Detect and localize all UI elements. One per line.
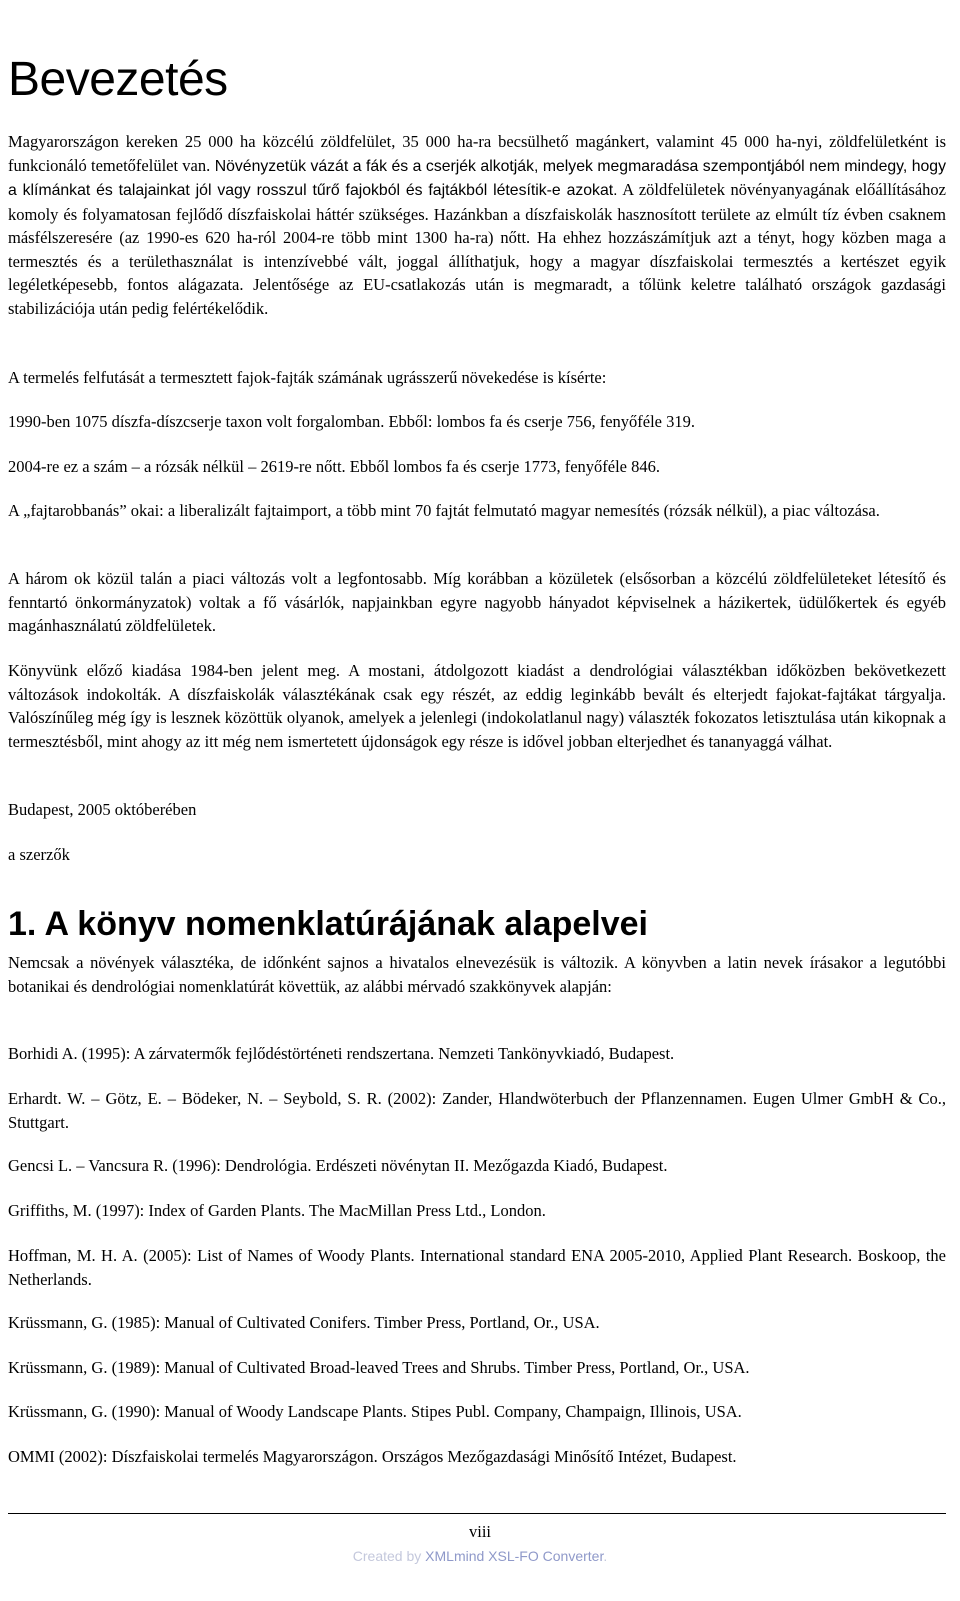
reference-item: Krüssmann, G. (1990): Manual of Woody Landscape Plants. Stipes Publ. Company, Champaign, Illinois, USA. <box>8 1402 742 1421</box>
intro-paragraph-4: 2004-re ez a szám – a rózsák nélkül – 2619-re nőtt. Ebből lombos fa és cserje 1773, fenyőféle 846. <box>8 457 660 476</box>
credit-suffix: . <box>603 1548 608 1564</box>
intro-paragraph-1-part-1: Magyarországon kereken 25 000 ha közcélú zöldfelület, 35 000 ha-ra becsülhető magánkert, valamint 45 000 ha-nyi, zöldfelületként is funkcionáló temetőfelület van. <box>8 132 946 175</box>
intro-paragraph-3: 1990-ben 1075 díszfa-díszcserje taxon volt forgalomban. Ebből: lombos fa és cserje 756, fenyőféle 319. <box>8 412 696 431</box>
intro-paragraph-1-part-2: Növényzetük vázát a fák és a cserjék alkotják, melyek megmaradása szempontjából nem mindegy, hogy a klímánkat és talajainkat jól vagy rosszul tűrő fajokból és fajtákból létesítik-e azokat. <box>8 157 946 199</box>
reference-item: Krüssmann, G. (1989): Manual of Cultivated Broad-leaved Trees and Shrubs. Timber Press, Portland, Or., USA. <box>8 1358 750 1377</box>
place-date: Budapest, 2005 októberében <box>8 800 197 819</box>
intro-paragraph-6: A három ok közül talán a piaci változás volt a legfontosabb. Míg korábban a közületek (elsősorban a közcélú zöldfelületeket létesítő és fenntartó önkormányzatok) voltak a fő vásárlók, napjainkban egyre nagyobb hányadot képviselnek a házikertek, üdülőkertek és egyéb magánhasználatú zöldfelületek. <box>8 569 946 635</box>
intro-paragraph-7: Könyvünk előző kiadása 1984-ben jelent meg. A mostani, átdolgozott kiadást a dendrológiai választékban időközben bekövetkezett változások indokolták. A díszfaiskolák választékának csak egy részét, az eddig leginkább bevált és elterjedt fajokat-fajtákat tárgyalja. Valószínűleg még így is lesznek közöttük olyanok, amelyek a jelenlegi (indokolatlanul nagy) választék fokozatos letisztulása után kikopnak a termesztésből, mint ahogy az itt még nem ismertetett újdonságok egy része is idővel jobban elterjedhet és tananyaggá válhat. <box>8 661 946 751</box>
reference-item: OMMI (2002): Díszfaiskolai termelés Magyarországon. Országos Mezőgazdasági Minősítő Intézet, Budapest. <box>8 1447 737 1466</box>
chapter-title: 1. A könyv nomenklatúrájának alapelvei <box>8 905 648 943</box>
reference-item: Erhardt. W. – Götz, E. – Bödeker, N. – Seybold, S. R. (2002): Zander, Hlandwöterbuch der Pflanzennamen. Eugen Ulmer GmbH & Co., Stuttgart. <box>8 1089 946 1132</box>
page-number: viii <box>468 1522 491 1541</box>
intro-paragraph-5: A „fajtarobbanás” okai: a liberalizált fajtaimport, a több mint 70 fajtát felmutató magyar nemesítés (rózsák nélkül), a piac változása. <box>8 501 880 520</box>
intro-paragraph-2: A termelés felfutását a termesztett fajok-fajták számának ugrásszerű növekedése is kísérte: <box>8 368 607 387</box>
reference-item: Griffiths, M. (1997): Index of Garden Plants. The MacMillan Press Ltd., London. <box>8 1201 546 1220</box>
reference-item: Borhidi A. (1995): A zárvatermők fejlődéstörténeti rendszertana. Nemzeti Tankönyvkiadó, Budapest. <box>8 1044 675 1063</box>
intro-paragraph-1-part-3: A zöldfelületek növényanyagának előállításához komoly és folyamatosan fejlődő díszfaiskolai háttér szükséges. Hazánkban a díszfaiskolák hasznosított területe az elmúlt tíz évben csaknem másfélszeresére (az 1990-es 620 ha-ról 2004-re több mint 1300 ha-ra) nőtt. Ha ehhez hozzászámítjuk azt a tényt, hogy közben maga a termesztés és a területhasználat is intenzívebbé vált, joggal állíthatjuk, hogy a magyar díszfaiskolai termesztés a kertészet egyik legéletképesebb, fontos alágazata. Jelentősége az EU-csatlakozás után is megmaradt, a tőlünk keletre található országok gazdasági stabilizációja után pedig felértékelődik. <box>8 180 946 318</box>
generator-credit <box>0 1548 960 1564</box>
signature: a szerzők <box>8 845 70 864</box>
reference-item: Hoffman, M. H. A. (2005): List of Names of Woody Plants. International standard ENA 2005-2010, Applied Plant Research. Boskoop, the Netherlands. <box>8 1246 946 1289</box>
intro-paragraph-1 <box>8 130 946 320</box>
chapter-paragraph-1: Nemcsak a növények választéka, de időnként sajnos a hivatalos elnevezésük is változik. A könyvben a latin nevek írásakor a legutóbbi botanikai és dendrológiai nomenklatúrát követtük, az alábbi mérvadó szakkönyvek alapján: <box>8 953 946 996</box>
reference-item: Krüssmann, G. (1985): Manual of Cultivated Conifers. Timber Press, Portland, Or., USA. <box>8 1313 600 1332</box>
footer-divider <box>8 1513 946 1514</box>
credit-brand: XMLmind XSL-FO Converter <box>425 1548 604 1564</box>
reference-item: Gencsi L. – Vancsura R. (1996): Dendrológia. Erdészeti növénytan II. Mezőgazda Kiadó, Budapest. <box>8 1156 668 1175</box>
credit-prefix: Created by <box>352 1548 426 1564</box>
page-title: Bevezetés <box>8 53 228 106</box>
